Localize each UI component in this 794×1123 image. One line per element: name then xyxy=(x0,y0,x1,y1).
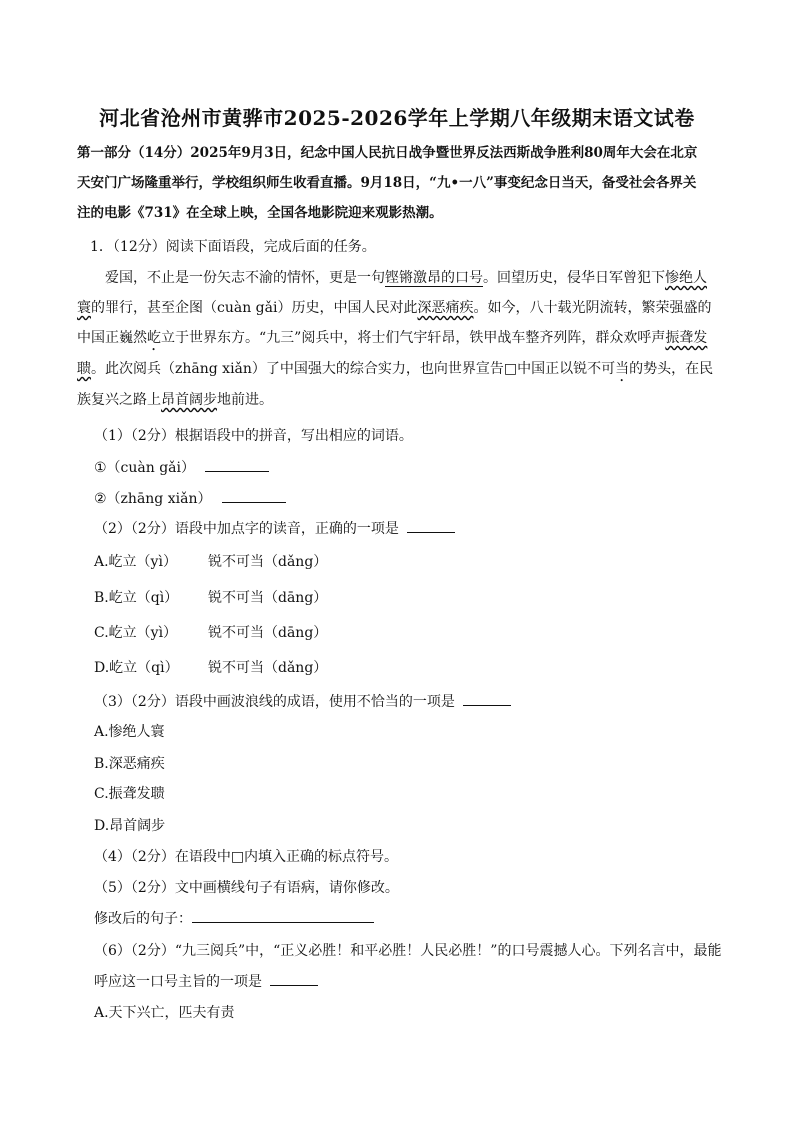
wavy-idiom: 深恶痛疾 xyxy=(417,300,474,316)
intro-line: 第一部分（14分）2025年9月3日，纪念中国人民抗日战争暨世界反法西斯战争胜利80周年大会在北京 xyxy=(77,145,698,161)
subquestion-3 xyxy=(94,691,511,711)
passage-text: 立于世界东方。“九三”阅兵中，将士们气宇轩昂，铁甲战车整齐列阵，群众欢呼声 xyxy=(161,330,666,346)
option-d-left: D.屹立（qì） xyxy=(94,660,179,676)
wavy-idiom: 惨绝人寰 xyxy=(77,270,707,316)
reading-passage xyxy=(77,263,719,415)
answer-blank[interactable] xyxy=(463,691,511,706)
option-d-right: 锐不可当（dǎng） xyxy=(208,660,328,676)
subquestion-1: （1）（2分）根据语段中的拼音，写出相应的词语。 xyxy=(94,428,413,444)
option-a-right: 锐不可当（dǎng） xyxy=(208,554,328,570)
subquestion-1-item-b xyxy=(94,488,286,508)
answer-blank[interactable] xyxy=(270,971,318,986)
dotted-character: 屹 xyxy=(147,330,161,346)
passage-text: 的势头，在民族复兴之路上 xyxy=(77,361,714,408)
wavy-idiom: 振聋发聩 xyxy=(77,330,708,377)
option-a: A.天下兴亡，匹夫有责 xyxy=(94,1005,235,1021)
subquestion-4: （4）（2分）在语段中□内填入正确的标点符号。 xyxy=(94,849,399,865)
option-c: C.振聋发聩 xyxy=(94,786,165,802)
option-row xyxy=(94,551,327,571)
dotted-character: 当 xyxy=(615,361,630,377)
punctuation-box: □ xyxy=(503,361,518,377)
subquestion-text: （2分）语段中加点字的读音，正确的一项是 xyxy=(130,521,399,537)
intro-line: 注的电影《731》在全球上映，全国各地影院迎来观影热潮。 xyxy=(77,205,443,221)
answer-blank[interactable] xyxy=(222,488,286,503)
passage-text: 。如今，八十载光阴流转，繁荣强盛的中国正巍然 xyxy=(77,300,712,346)
option-c-left: C.屹立（yì） xyxy=(94,625,178,641)
question-1-header: 1．（12分）阅读下面语段，完成后面的任务。 xyxy=(90,239,376,255)
revision-label: 修改后的句子： xyxy=(94,911,192,927)
wavy-idiom: 昂首阔步 xyxy=(161,392,217,408)
option-a-left: A.屹立（yì） xyxy=(94,554,177,570)
passage-text: 爱国，不止是一份矢志不渝的情怀，更是一句 xyxy=(105,270,385,286)
page-title: 河北省沧州市黄骅市2025-2026学年上学期八年级期末语文试卷 xyxy=(99,106,695,130)
subquestion-1-item-a xyxy=(94,457,269,477)
underlined-phrase: 铿锵激昂的口号 xyxy=(385,270,483,286)
passage-text: 的罪行，甚至企图（cuàn gǎi）历史，中国人民对此 xyxy=(91,300,418,316)
option-a: A.惨绝人寰 xyxy=(94,724,165,740)
option-row xyxy=(94,587,327,607)
intro-line: 天安门广场隆重举行，学校组织师生收看直播。9月18日，“九•一八”事变纪念日当天，备受社会各界关 xyxy=(77,175,697,191)
passage-text: 。回望历史，侵华日军曾犯下 xyxy=(483,270,665,286)
subquestion-number: （2） xyxy=(94,521,131,537)
passage-text: 中国正以锐不可 xyxy=(517,361,616,377)
answer-blank[interactable] xyxy=(192,908,374,923)
option-b-left: B.屹立（qì） xyxy=(94,590,179,606)
pinyin-prompt: ①（cuàn gǎi） xyxy=(94,460,196,476)
subquestion-text: （3）（2分）语段中画波浪线的成语，使用不恰当的一项是 xyxy=(94,694,455,710)
option-d: D.昂首阔步 xyxy=(94,818,166,834)
passage-text: 。此次阅兵（zhāng xiǎn）了中国强大的综合实力，也向世界宣告 xyxy=(91,361,504,377)
passage-text: 地前进。 xyxy=(217,392,273,408)
subquestion-6-continued xyxy=(94,971,318,991)
option-b: B.深恶痛疾 xyxy=(94,756,165,772)
answer-blank[interactable] xyxy=(205,457,269,472)
subquestion-5: （5）（2分）文中画横线句子有语病，请你修改。 xyxy=(94,880,399,896)
subquestion-2 xyxy=(94,518,455,538)
option-c-right: 锐不可当（dāng） xyxy=(208,625,328,641)
answer-blank[interactable] xyxy=(407,518,455,533)
option-row xyxy=(94,622,327,642)
revision-line xyxy=(94,908,374,928)
subquestion-text: 呼应这一口号主旨的一项是 xyxy=(94,974,262,990)
option-row xyxy=(94,657,327,677)
intro-paragraph xyxy=(77,138,727,228)
pinyin-prompt: ②（zhāng xiǎn） xyxy=(94,491,212,507)
option-b-right: 锐不可当（dāng） xyxy=(208,590,328,606)
subquestion-6: （6）（2分）“九三阅兵”中，“正义必胜！和平必胜！人民必胜！”的口号震撼人心。下列名言中，最能 xyxy=(94,943,722,959)
